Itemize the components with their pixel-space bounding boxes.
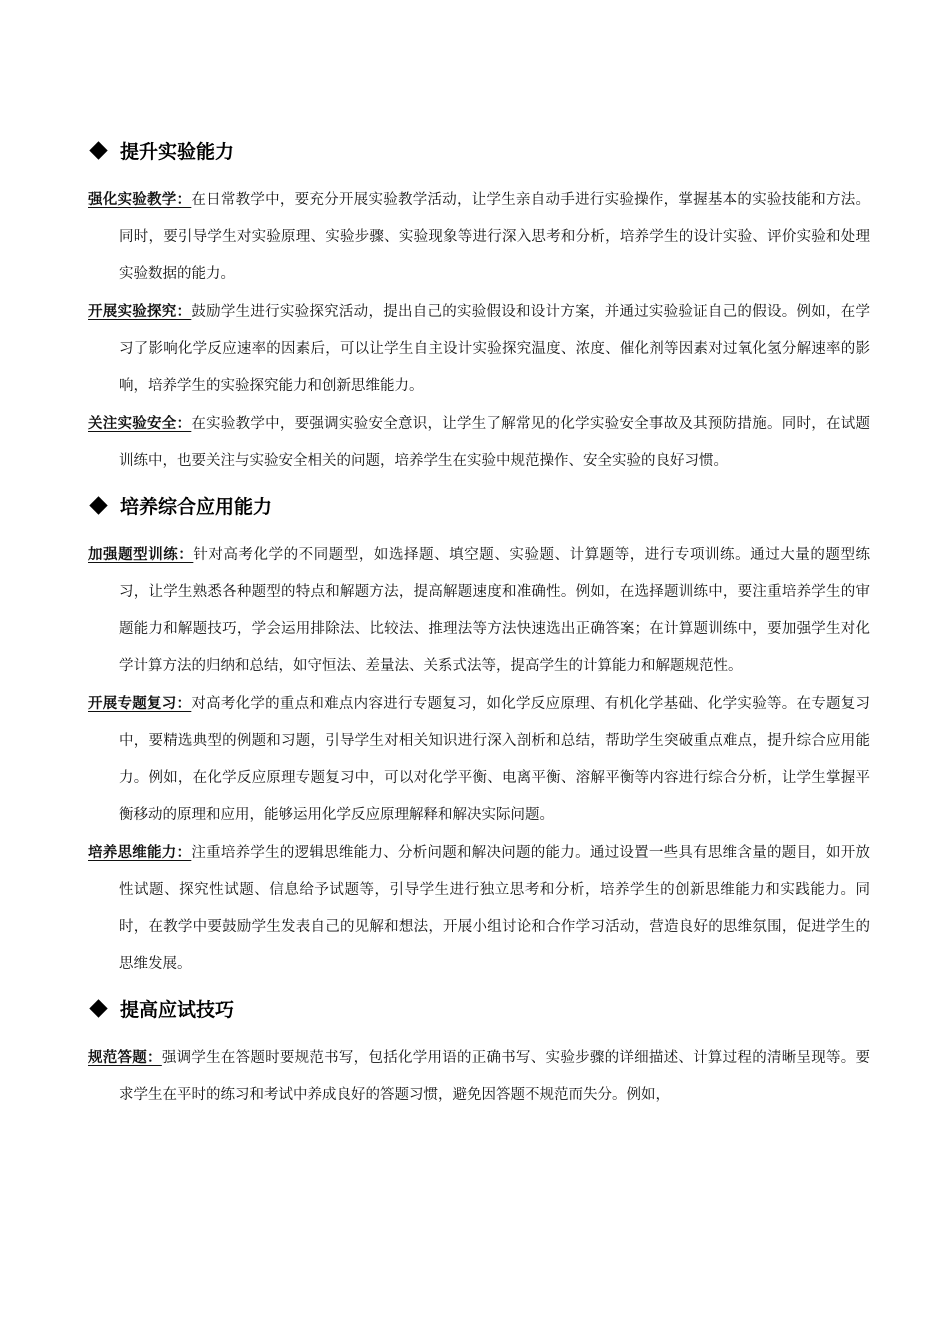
list-item: [88, 405, 870, 480]
section-heading: [88, 488, 870, 522]
item-term: 开展专题复习：: [88, 695, 192, 712]
item-term: 规范答题：: [88, 1049, 162, 1066]
section-experiment: [88, 133, 870, 480]
list-item: [88, 685, 870, 834]
section-heading-text: 培养综合应用能力: [120, 495, 273, 518]
section-exam-skills: [88, 991, 870, 1114]
item-term: 加强题型训练：: [88, 546, 194, 563]
section-comprehensive: [88, 488, 870, 983]
item-text: 对高考化学的重点和难点内容进行专题复习，如化学反应原理、有机化学基础、化学实验等。在专题复习中，要精选典型的例题和习题，引导学生对相关知识进行深入剖析和总结，帮助学生突破重点难点，提升综合应用能力。例如，在化学反应原理专题复习中，可以对化学平衡、电离平衡、溶解平衡等内容进行综合分析，让学生掌握平衡移动的原理和应用，能够运用化学反应原理解释和解决实际问题。: [119, 696, 871, 823]
section-heading: [88, 991, 870, 1025]
item-term: 开展实验探究：: [88, 303, 192, 320]
diamond-bullet-icon: [89, 496, 107, 514]
item-text: 强调学生在答题时要规范书写，包括化学用语的正确书写、实验步骤的详细描述、计算过程的清晰呈现等。要求学生在平时的练习和考试中养成良好的答题习惯，避免因答题不规范而失分。例如，: [119, 1050, 871, 1103]
list-item: [88, 1039, 870, 1114]
diamond-bullet-icon: [89, 999, 107, 1017]
item-term: 培养思维能力：: [88, 844, 192, 861]
list-item: [88, 536, 870, 685]
item-text: 鼓励学生进行实验探究活动，提出自己的实验假设和设计方案，并通过实验验证自己的假设。例如，在学习了影响化学反应速率的因素后，可以让学生自主设计实验探究温度、浓度、催化剂等因素对过氧化氢分解速率的影响，培养学生的实验探究能力和创新思维能力。: [119, 304, 871, 394]
item-text: 针对高考化学的不同题型，如选择题、填空题、实验题、计算题等，进行专项训练。通过大量的题型练习，让学生熟悉各种题型的特点和解题方法，提高解题速度和准确性。例如，在选择题训练中，要注重培养学生的审题能力和解题技巧，学会运用排除法、比较法、推理法等方法快速选出正确答案；在计算题训练中，要加强学生对化学计算方法的归纳和总结，如守恒法、差量法、关系式法等，提高学生的计算能力和解题规范性。: [119, 547, 870, 674]
item-text: 在实验教学中，要强调实验安全意识，让学生了解常见的化学实验安全事故及其预防措施。同时，在试题训练中，也要关注与实验安全相关的问题，培养学生在实验中规范操作、安全实验的良好习惯。: [119, 416, 871, 469]
section-heading-text: 提高应试技巧: [120, 998, 235, 1021]
item-term: 关注实验安全：: [88, 415, 192, 432]
list-item: [88, 293, 870, 405]
diamond-bullet-icon: [89, 141, 107, 159]
section-heading-text: 提升实验能力: [120, 140, 235, 163]
item-text: 注重培养学生的逻辑思维能力、分析问题和解决问题的能力。通过设置一些具有思维含量的题目，如开放性试题、探究性试题、信息给予试题等，引导学生进行独立思考和分析，培养学生的创新思维能力和实践能力。同时，在教学中要鼓励学生发表自己的见解和想法，开展小组讨论和合作学习活动，营造良好的思维氛围，促进学生的思维发展。: [119, 845, 871, 972]
list-item: [88, 834, 870, 983]
item-term: 强化实验教学：: [88, 191, 192, 208]
section-heading: [88, 133, 870, 167]
list-item: [88, 181, 870, 293]
item-text: 在日常教学中，要充分开展实验教学活动，让学生亲自动手进行实验操作，掌握基本的实验技能和方法。同时，要引导学生对实验原理、实验步骤、实验现象等进行深入思考和分析，培养学生的设计实验、评价实验和处理实验数据的能力。: [119, 192, 871, 282]
